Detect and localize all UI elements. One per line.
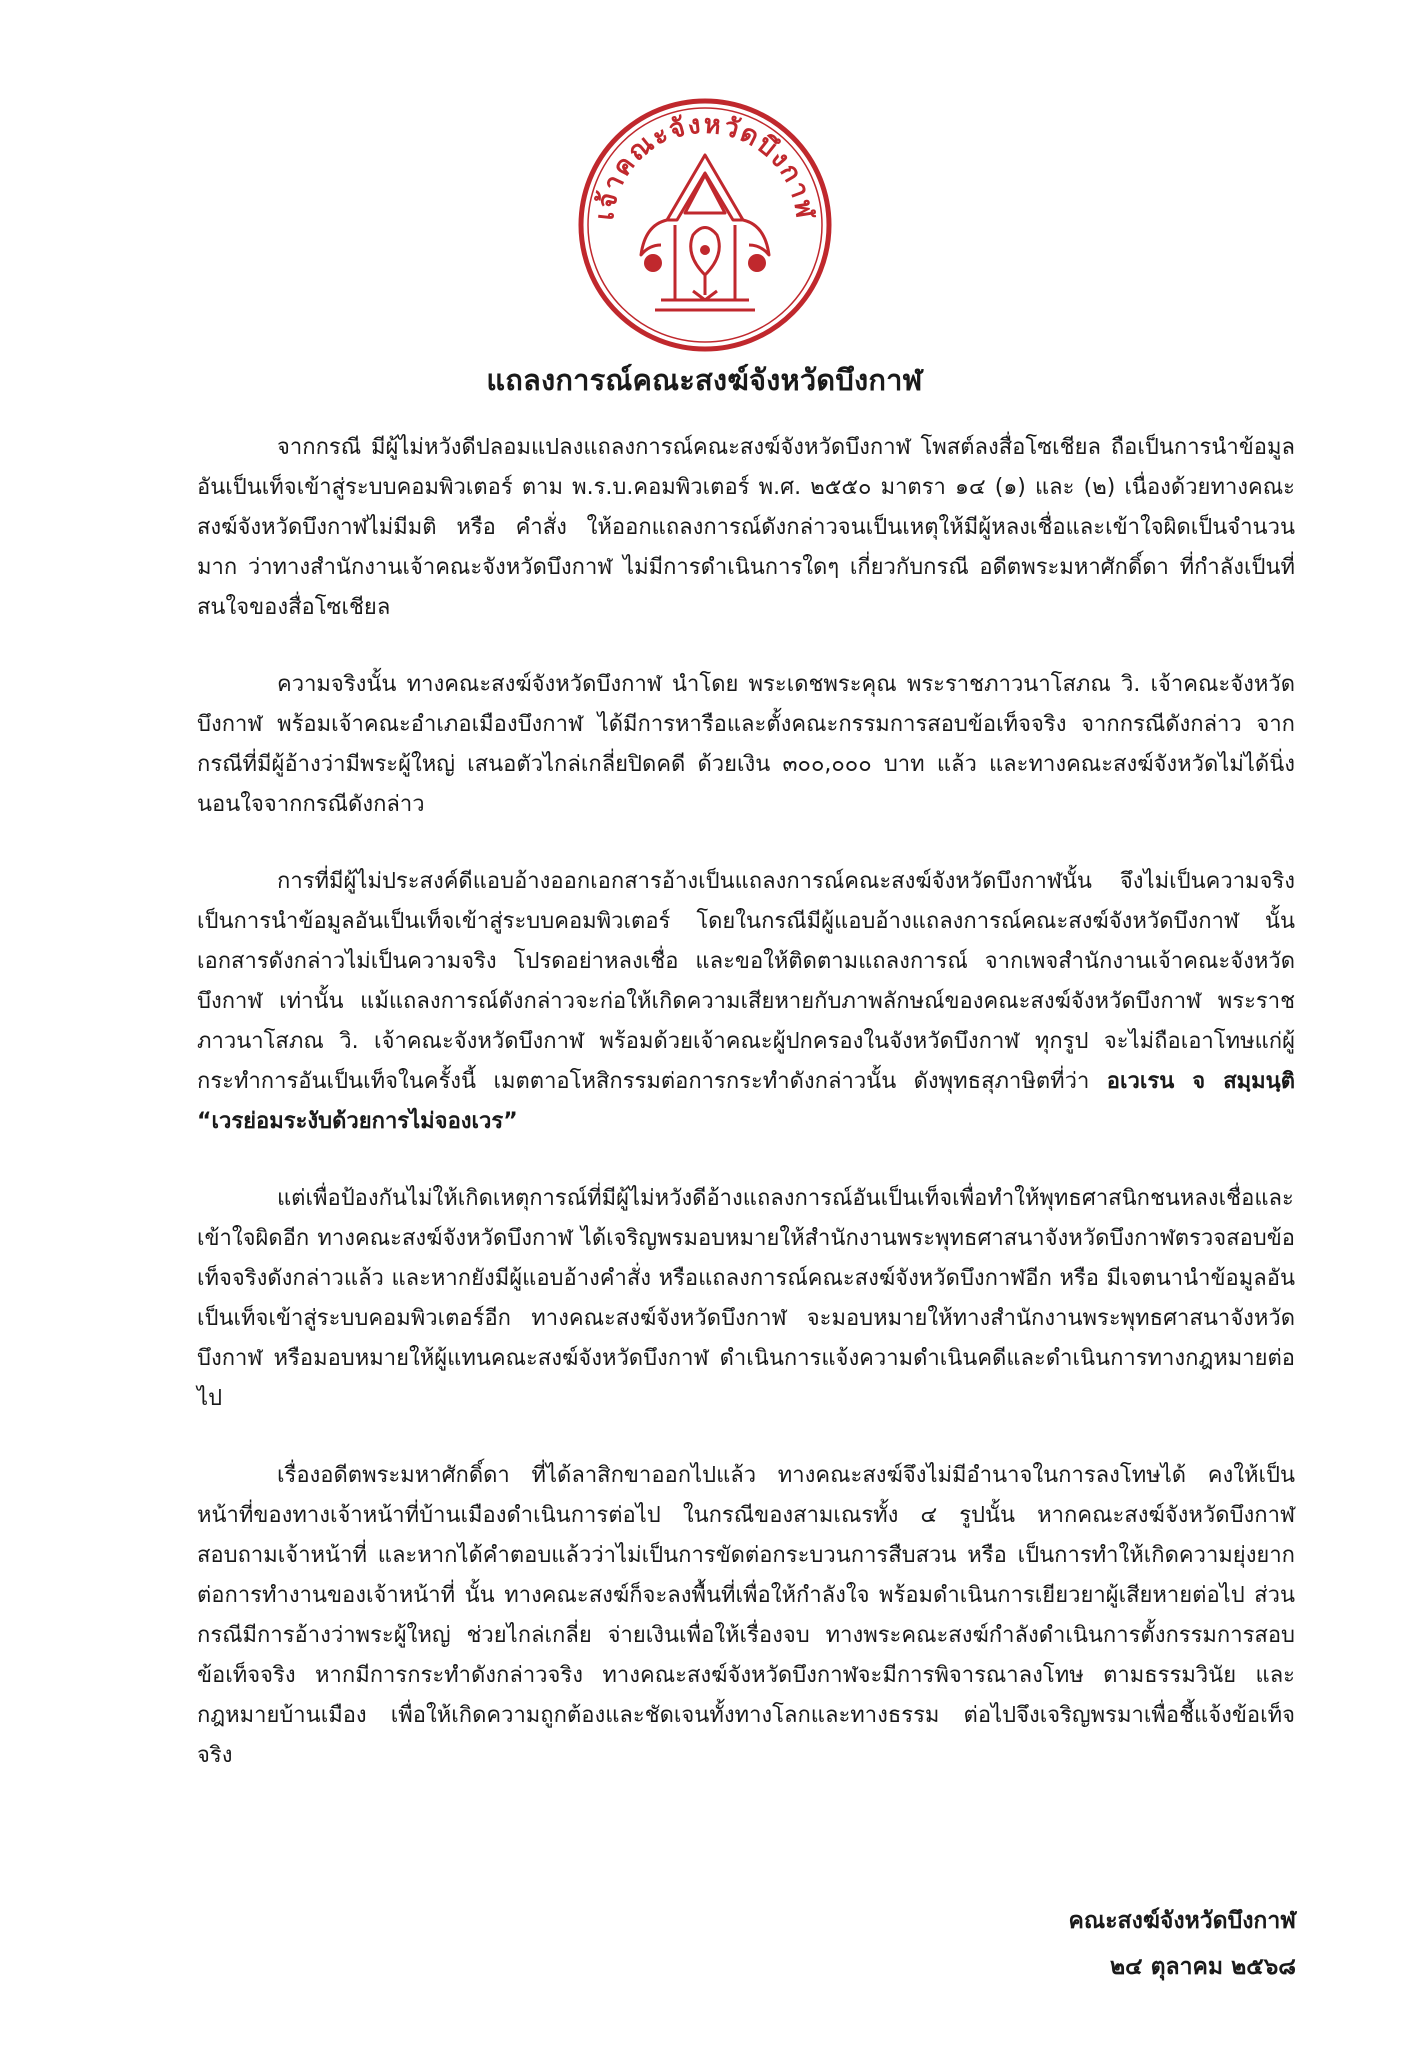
paragraph-3-text: การที่มีผู้ไม่ประสงค์ดีแอบอ้างออกเอกสารอ้างเป็นแถลงการณ์คณะสงฆ์จังหวัดบึงกาฬนั้น จึงไม่เป็นความจริง เป็นการนำข้อมูลอันเป็นเท็จเข้าสู่ระบบคอมพิวเตอร์ โดยในกรณีมีผู้แอบอ้างแถลงการณ์คณะสงฆ์จังหวัดบึงกาฬ นั้น เอกสารดังกล่าวไม่เป็นความจริง โปรดอย่าหลงเชื่อ และขอให้ติดตามแถลงการณ์ จากเพจสำนักงานเจ้าคณะจังหวัดบึงกาฬ เท่านั้น แม้แถลงการณ์ดังกล่าวจะก่อให้เกิดความเสียหายกับภาพลักษณ์ของคณะสงฆ์จังหวัดบึงกาฬ พระราชภาวนาโสภณ วิ. เจ้าคณะจังหวัดบึงกาฬ พร้อมด้วยเจ้าคณะผู้ปกครองในจังหวัดบึงกาฬ ทุกรูป จะไม่ถือเอาโทษแก่ผู้กระทำการอันเป็นเท็จในครั้งนี้ เมตตาอโหสิกรรมต่อการกระทำดังกล่าวนั้น ดังพุทธสุภาษิตที่ว่า xyxy=(197,869,1295,1094)
document-body xyxy=(197,428,1295,1813)
seal-text: เจ้าคณะจังหวัดบึงกาฬ xyxy=(590,109,821,222)
signature-org: คณะสงฆ์จังหวัดบึงกาฬ xyxy=(1068,1908,1296,1934)
signature-block xyxy=(1068,1898,1296,1990)
paragraph-3 xyxy=(197,862,1295,1142)
signature-date: ๒๔ ตุลาคม ๒๕๖๘ xyxy=(1110,1954,1296,1980)
paragraph-2: ความจริงนั้น ทางคณะสงฆ์จังหวัดบึงกาฬ นำโดย พระเดชพระคุณ พระราชภาวนาโสภณ วิ. เจ้าคณะจังหวัดบึงกาฬ พร้อมเจ้าคณะอำเภอเมืองบึงกาฬ ได้มีการหารือและตั้งคณะกรรมการสอบข้อเท็จจริง จากกรณีดังกล่าว จากกรณีที่มีผู้อ้างว่ามีพระผู้ใหญ่ เสนอตัวไกล่เกลี่ยปิดคดี ด้วยเงิน ๓๐๐,๐๐๐ บาท แล้ว และทางคณะสงฆ์จังหวัดไม่ได้นิ่งนอนใจจากกรณีดังกล่าว xyxy=(197,672,1295,817)
paragraph-4: แต่เพื่อป้องกันไม่ให้เกิดเหตุการณ์ที่มีผู้ไม่หวังดีอ้างแถลงการณ์อันเป็นเท็จเพื่อทำให้พุทธศาสนิกชนหลงเชื่อและเข้าใจผิดอีก ทางคณะสงฆ์จังหวัดบึงกาฬ ได้เจริญพรมอบหมายให้สำนักงานพระพุทธศาสนาจังหวัดบึงกาฬตรวจสอบข้อเท็จจริงดังกล่าวแล้ว และหากยังมีผู้แอบอ้างคำสั่ง หรือแถลงการณ์คณะสงฆ์จังหวัดบึงกาฬอีก หรือ มีเจตนานำข้อมูลอันเป็นเท็จเข้าสู่ระบบคอมพิวเตอร์อีก ทางคณะสงฆ์จังหวัดบึงกาฬ จะมอบหมายให้ทางสำนักงานพระพุทธศาสนาจังหวัดบึงกาฬ หรือมอบหมายให้ผู้แทนคณะสงฆ์จังหวัดบึงกาฬ ดำเนินการแจ้งความดำเนินคดีและดำเนินการทางกฎหมายต่อไป xyxy=(197,1186,1295,1411)
paragraph-5: เรื่องอดีตพระมหาศักดิ์ดา ที่ได้ลาสิกขาออกไปแล้ว ทางคณะสงฆ์จึงไม่มีอำนาจในการลงโทษได้ คงให้เป็นหน้าที่ของทางเจ้าหน้าที่บ้านเมืองดำเนินการต่อไป ในกรณีของสามเณรทั้ง ๔ รูปนั้น หากคณะสงฆ์จังหวัดบึงกาฬ สอบถามเจ้าหน้าที่ และหากได้คำตอบแล้วว่าไม่เป็นการขัดต่อกระบวนการสืบสวน หรือ เป็นการทำให้เกิดความยุ่งยากต่อการทำงานของเจ้าหน้าที่ นั้น ทางคณะสงฆ์ก็จะลงพื้นที่เพื่อให้กำลังใจ พร้อมดำเนินการเยียวยาผู้เสียหายต่อไป ส่วนกรณีมีการอ้างว่าพระผู้ใหญ่ ช่วยไกล่เกลี่ย จ่ายเงินเพื่อให้เรื่องจบ ทางพระคณะสงฆ์กำลังดำเนินการตั้งกรรมการสอบข้อเท็จจริง หากมีการกระทำดังกล่าวจริง ทางคณะสงฆ์จังหวัดบึงกาฬจะมีการพิจารณาลงโทษ ตามธรรมวินัย และ กฎหมายบ้านเมือง เพื่อให้เกิดความถูกต้องและชัดเจนทั้งทางโลกและทางธรรม ต่อไปจึงเจริญพรมาเพื่อชี้แจ้งข้อเท็จจริง xyxy=(197,1463,1295,1768)
temple-seal-icon xyxy=(575,95,835,355)
buddhist-proverb: อเวเรน จ สมฺมนฺติ “เวรย่อมระงับด้วยการไม่จองเวร” xyxy=(197,1069,1295,1134)
svg-text:เจ้าคณะจังหวัดบึงกาฬ xyxy=(590,110,820,222)
paragraph-1: จากกรณี มีผู้ไม่หวังดีปลอมแปลงแถลงการณ์คณะสงฆ์จังหวัดบึงกาฬ โพสต์ลงสื่อโซเชียล ถือเป็นการนำข้อมูลอันเป็นเท็จเข้าสู่ระบบคอมพิวเตอร์ ตาม พ.ร.บ.คอมพิวเตอร์ พ.ศ. ๒๕๕๐ มาตรา ๑๔ (๑) และ (๒) เนื่องด้วยทางคณะสงฆ์จังหวัดบึงกาฬไม่มีมติ หรือ คำสั่ง ให้ออกแถลงการณ์ดังกล่าวจนเป็นเหตุให้มีผู้หลงเชื่อและเข้าใจผิดเป็นจำนวนมาก ว่าทางสำนักงานเจ้าคณะจังหวัดบึงกาฬ ไม่มีการดำเนินการใดๆ เกี่ยวกับกรณี อดีตพระมหาศักดิ์ดา ที่กำลังเป็นที่สนใจของสื่อโซเชียล xyxy=(197,435,1295,620)
document-title: แถลงการณ์คณะสงฆ์จังหวัดบึงกาฬ xyxy=(486,363,923,397)
